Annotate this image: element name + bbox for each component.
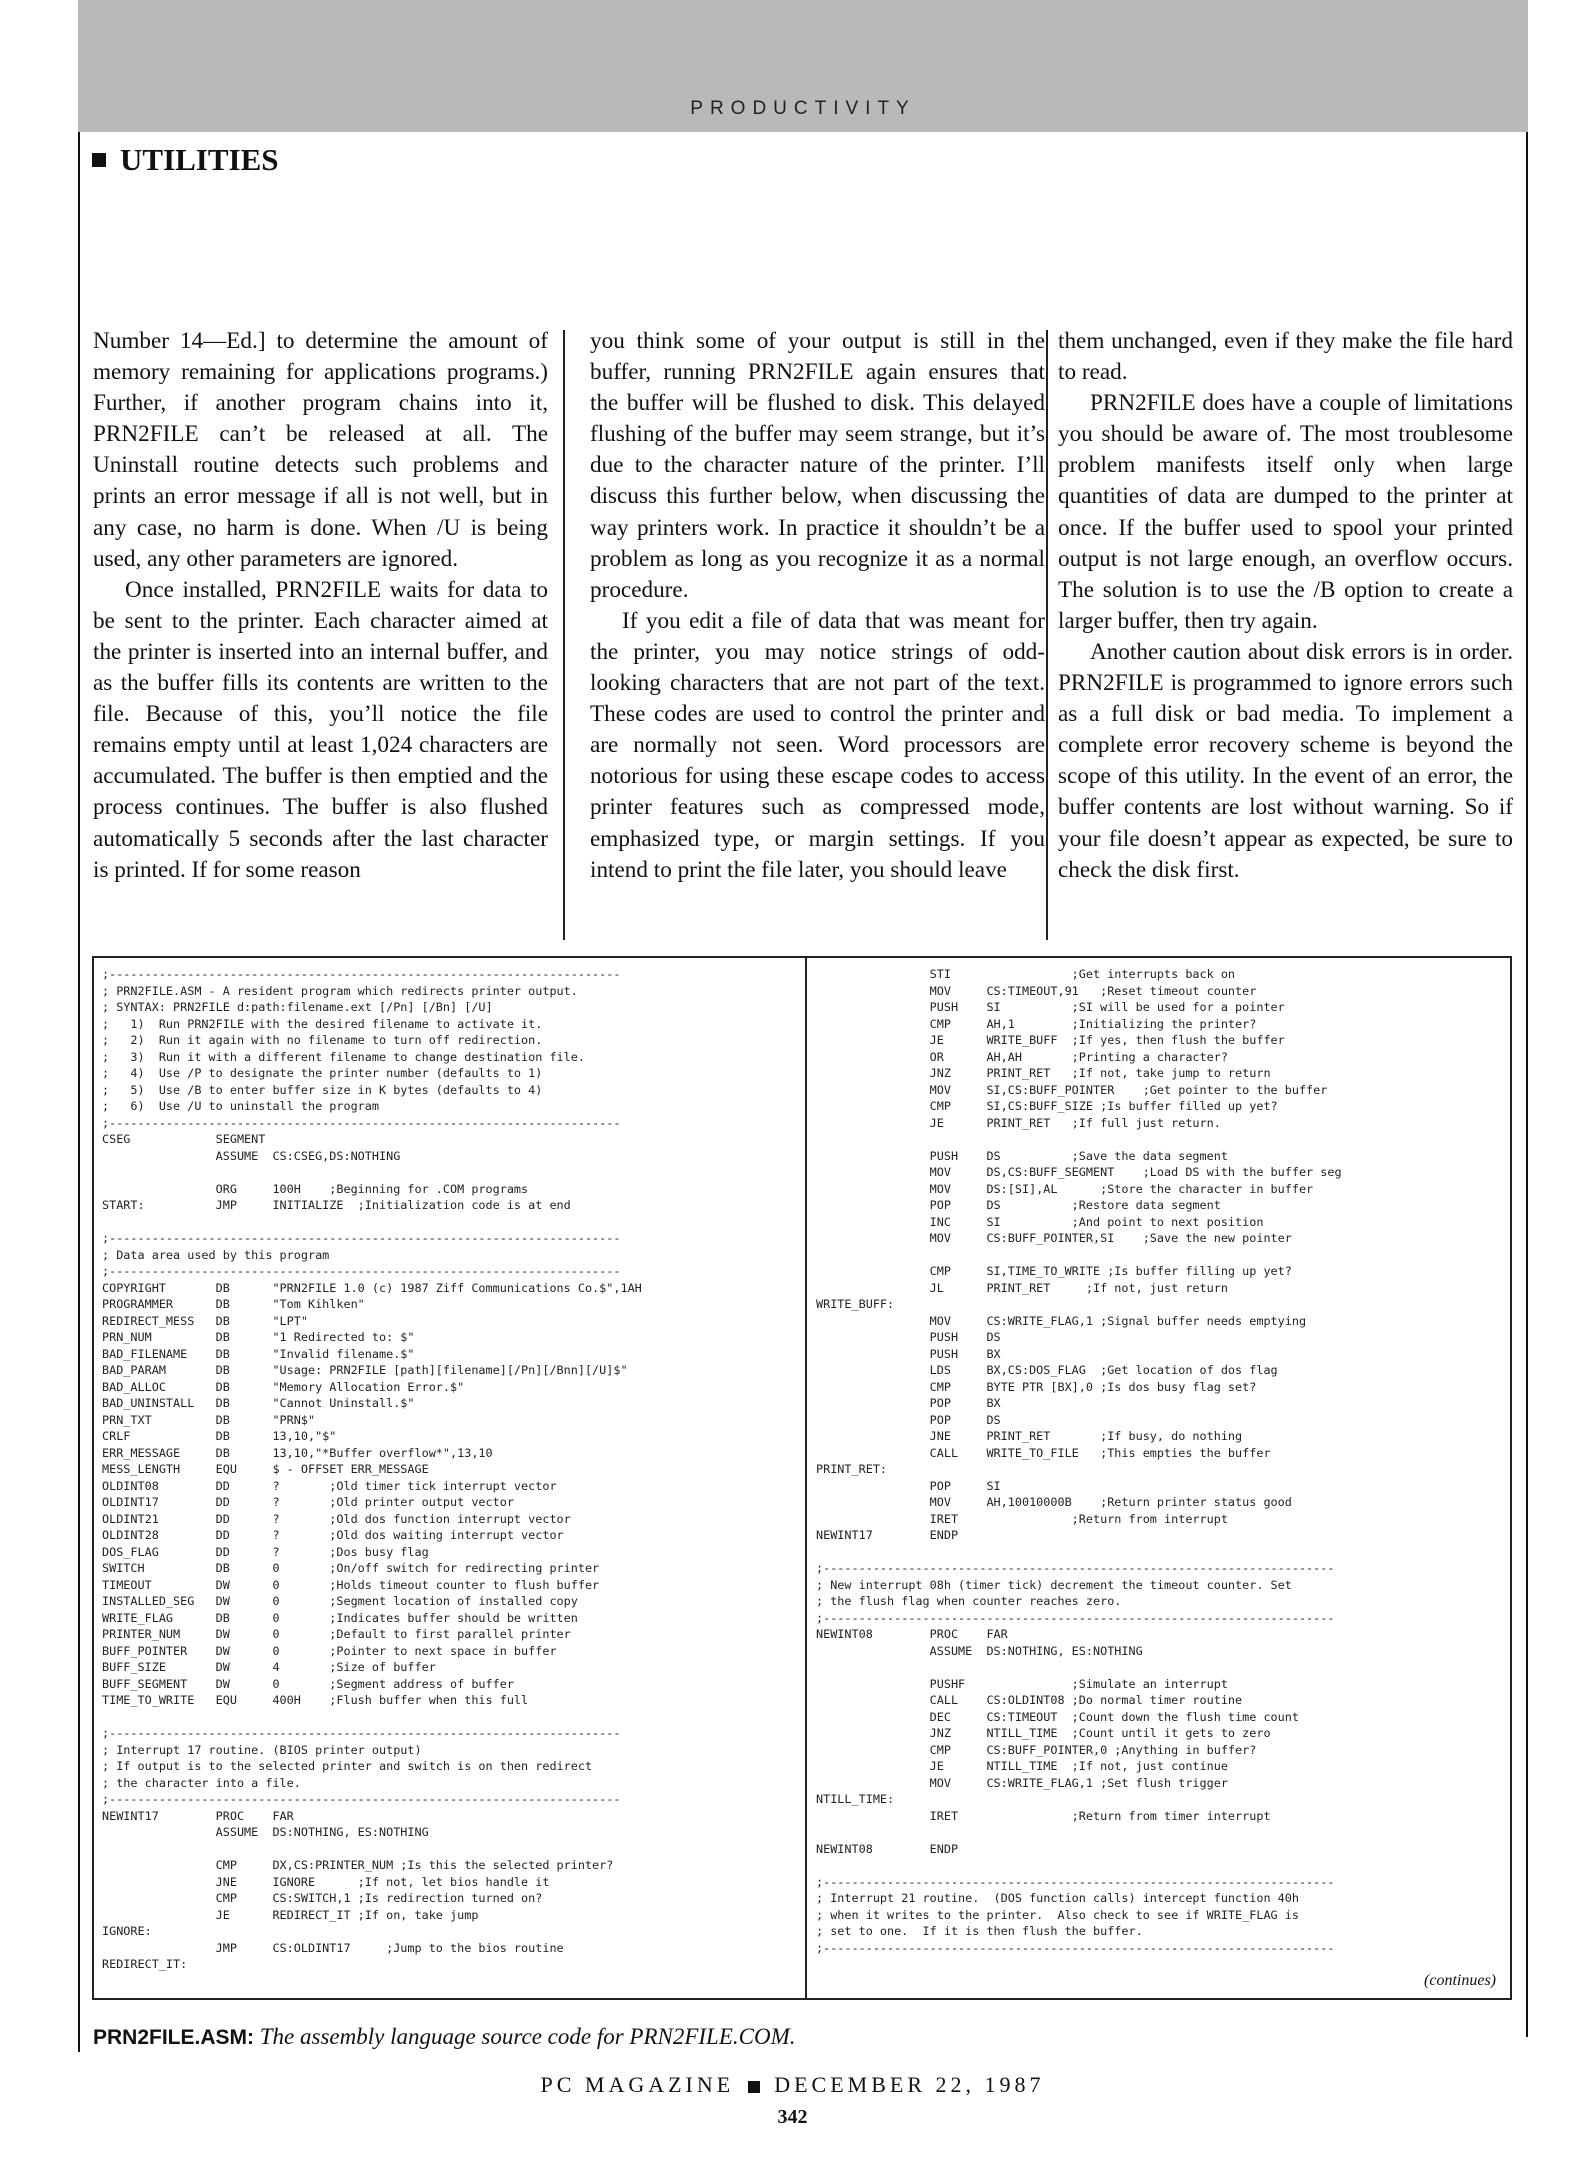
- paragraph: Once installed, PRN2FILE waits for data to be sent to the printer. Each character aimed at the printer is inserted into an internal buffer, and as the buffer fills its contents are written to the file. Because of this, you’ll notice the file remains empty until at least 1,024 characters are accumulated. The buffer is then emptied and the process continues. The buffer is also flushed automatically 5 seconds after the last character is printed. If for some reason: [93, 576, 548, 883]
- column-rule: [1046, 330, 1048, 940]
- paragraph: PRN2FILE does have a couple of limitations you should be aware of. The most troublesome problem manifests itself only when large quantities of data are dumped to the printer at once. If the buffer used to spool your printed output is not large enough, an overflow occurs. The solution is to use the /B option to create a larger buffer, then try again.: [1058, 390, 1513, 634]
- section-title: UTILITIES: [120, 142, 279, 177]
- square-bullet-icon: [92, 153, 106, 167]
- section-heading: [92, 142, 279, 178]
- caption-text: The assembly language source code for PRN2FILE.COM.: [259, 2024, 796, 2049]
- caption-label: PRN2FILE.ASM:: [93, 2026, 255, 2049]
- paragraph: Another caution about disk errors is in order. PRN2FILE is programmed to ignore errors such as a full disk or bad media. To implement a complete error recovery scheme is beyond the scope of this utility. In the event of an error, the buffer contents are lost without warning. So if your file doesn’t appear as expected, be sure to check the disk first.: [1058, 638, 1513, 883]
- square-separator-icon: [748, 2081, 760, 2093]
- code-listing-left: ;------------------------------------------------------------------------ ; PRN2FILE.ASM - A resident program which redirects printer output. ; SYNTAX: PRN2FILE d:path:filename.ext [/Pn] [/Bn] [/U] ; 1) Run PRN2FILE with the desired filename to activate it. ; 2) Run it again with no filename to turn off redirection. ; 3) Run it with a different filename to change destination file. ; 4) Use /P to designate the printer number (defaults to 1) ; 5) Use /B to enter buffer size in K bytes (defaults to 4) ; 6) Use /U to uninstall the program ;------------------------------------------------------------------------ CSEG SEGMENT ASSUME CS:CSEG,DS:NOTHING ORG 100H ;Beginning for .COM programs START: JMP INITIALIZE ;Initialization code is at end ;------------------------------------------------------------------------ ; Data area used by this program ;------------------------------------------------------------------------ COPYRIGHT DB "PRN2FILE 1.0 (c) 1987 Ziff Communications Co.$",1AH PROGRAMMER DB "Tom Kihlken" REDIRECT_MESS DB "LPT" PRN_NUM DB "1 Redirected to: $" BAD_FILENAME DB "Invalid filename.$" BAD_PARAM DB "Usage: PRN2FILE [path][filename][/Pn][/Bnn][/U]$" BAD_ALLOC DB "Memory Allocation Error.$" BAD_UNINSTALL DB "Cannot Uninstall.$" PRN_TXT DB "PRN$" CRLF DB 13,10,"$" ERR_MESSAGE DB 13,10,"*Buffer overflow*",13,10 MESS_LENGTH EQU $ - OFFSET ERR_MESSAGE OLDINT08 DD ? ;Old timer tick interrupt vector OLDINT17 DD ? ;Old printer output vector OLDINT21 DD ? ;Old dos function interrupt vector OLDINT28 DD ? ;Old dos waiting interrupt vector DOS_FLAG DD ? ;Dos busy flag SWITCH DB 0 ;On/off switch for redirecting printer TIMEOUT DW 0 ;Holds timeout counter to flush buffer INSTALLED_SEG DW 0 ;Segment location of installed copy WRITE_FLAG DB 0 ;Indicates buffer should be written PRINTER_NUM DW 0 ;Default to first parallel printer BUFF_POINTER DW 0 ;Pointer to next space in buffer BUFF_SIZE DW 4 ;Size of buffer BUFF_SEGMENT DW 0 ;Segment address of buffer TIME_TO_WRITE EQU 400H ;Flush buffer when this full ;------------------------------------------------------------------------ ; Interrupt 17 routine. (BIOS printer output) ; If output is to the selected printer and switch is on then redirect ; the character into a file. ;------------------------------------------------------------------------ NEWINT17 PROC FAR ASSUME DS:NOTHING, ES:NOTHING CMP DX,CS:PRINTER_NUM ;Is this the selected printer? JNE IGNORE ;If not, let bios handle it CMP CS:SWITCH,1 ;Is redirection turned on? JE REDIRECT_IT ;If on, take jump IGNORE: JMP CS:OLDINT17 ;Jump to the bios routine REDIRECT_IT:: [102, 967, 642, 1971]
- paragraph: you think some of your output is still in the buffer, running PRN2FILE again ensures that the buffer will be flushed to disk. This delayed flushing of the buffer may seem strange, but it’s due to the character nature of the printer. I’ll discuss this further below, when discussing the way printers work. In practice it shouldn’t be a problem as long as you recognize it as a normal procedure.: [590, 328, 1045, 603]
- column-rule: [563, 330, 565, 940]
- code-listing-box: [92, 956, 1512, 2000]
- issue-date: DECEMBER 22, 1987: [774, 2072, 1045, 2097]
- listing-caption: [93, 2024, 796, 2050]
- continues-label: (continues): [1424, 1972, 1496, 1989]
- article-column-1: [93, 326, 548, 886]
- paragraph: Number 14—Ed.] to determine the amount of memory remaining for applications programs.) Further, if another program chains into it, PRN2FILE can’t be released at all. The Uninstall routine detects such problems and prints an error message if all is not well, but in any case, no harm is done. When /U is being used, any other parameters are ignored.: [93, 328, 548, 572]
- article-column-2: [590, 326, 1045, 886]
- article-column-3: [1058, 326, 1513, 886]
- paragraph: If you edit a file of data that was meant for the printer, you may notice strings of odd-looking characters that are not part of the text. These codes are used to control the printer and are normally not seen. Word processors are notorious for using these escape codes to access printer features such as compressed mode, emphasized type, or margin settings. If you intend to print the file later, you should leave: [590, 607, 1045, 883]
- section-banner: [78, 0, 1528, 132]
- page-left-rule: [78, 132, 80, 2052]
- listing-divider: [805, 958, 807, 1998]
- section-banner-text: PRODUCTIVITY: [690, 98, 916, 119]
- paragraph: them unchanged, even if they make the file hard to read.: [1058, 328, 1513, 386]
- code-listing-right: STI ;Get interrupts back on MOV CS:TIMEOUT,91 ;Reset timeout counter PUSH SI ;SI will be used for a pointer CMP AH,1 ;Initializing the printer? JE WRITE_BUFF ;If yes, then flush the buffer OR AH,AH ;Printing a character? JNZ PRINT_RET ;If not, take jump to return MOV SI,CS:BUFF_POINTER ;Get pointer to the buffer CMP SI,CS:BUFF_SIZE ;Is buffer filled up yet? JE PRINT_RET ;If full just return. PUSH DS ;Save the data segment MOV DS,CS:BUFF_SEGMENT ;Load DS with the buffer seg MOV DS:[SI],AL ;Store the character in buffer POP DS ;Restore data segment INC SI ;And point to next position MOV CS:BUFF_POINTER,SI ;Save the new pointer CMP SI,TIME_TO_WRITE ;Is buffer filling up yet? JL PRINT_RET ;If not, just return WRITE_BUFF: MOV CS:WRITE_FLAG,1 ;Signal buffer needs emptying PUSH DS PUSH BX LDS BX,CS:DOS_FLAG ;Get location of dos flag CMP BYTE PTR [BX],0 ;Is dos busy flag set? POP BX POP DS JNE PRINT_RET ;If busy, do nothing CALL WRITE_TO_FILE ;This empties the buffer PRINT_RET: POP SI MOV AH,10010000B ;Return printer status good IRET ;Return from interrupt NEWINT17 ENDP ;------------------------------------------------------------------------ ; New interrupt 08h (timer tick) decrement the timeout counter. Set ; the flush flag when counter reaches zero. ;------------------------------------------------------------------------ NEWINT08 PROC FAR ASSUME DS:NOTHING, ES:NOTHING PUSHF ;Simulate an interrupt CALL CS:OLDINT08 ;Do normal timer routine DEC CS:TIMEOUT ;Count down the flush time count JNZ NTILL_TIME ;Count until it gets to zero CMP CS:BUFF_POINTER,0 ;Anything in buffer? JE NTILL_TIME ;If not, just continue MOV CS:WRITE_FLAG,1 ;Set flush trigger NTILL_TIME: IRET ;Return from timer interrupt NEWINT08 ENDP ;------------------------------------------------------------------------ ; Interrupt 21 routine. (DOS function calls) intercept function 40h ; when it writes to the printer. Also check to see if WRITE_FLAG is ; set to one. If it is then flush the buffer. ;------------------------------------------------------------------------: [816, 967, 1342, 1955]
- magazine-name: PC MAGAZINE: [540, 2072, 735, 2097]
- page-number: 342: [777, 2106, 808, 2128]
- page-footer: [0, 2072, 1585, 2098]
- page-right-rule: [1526, 132, 1528, 2037]
